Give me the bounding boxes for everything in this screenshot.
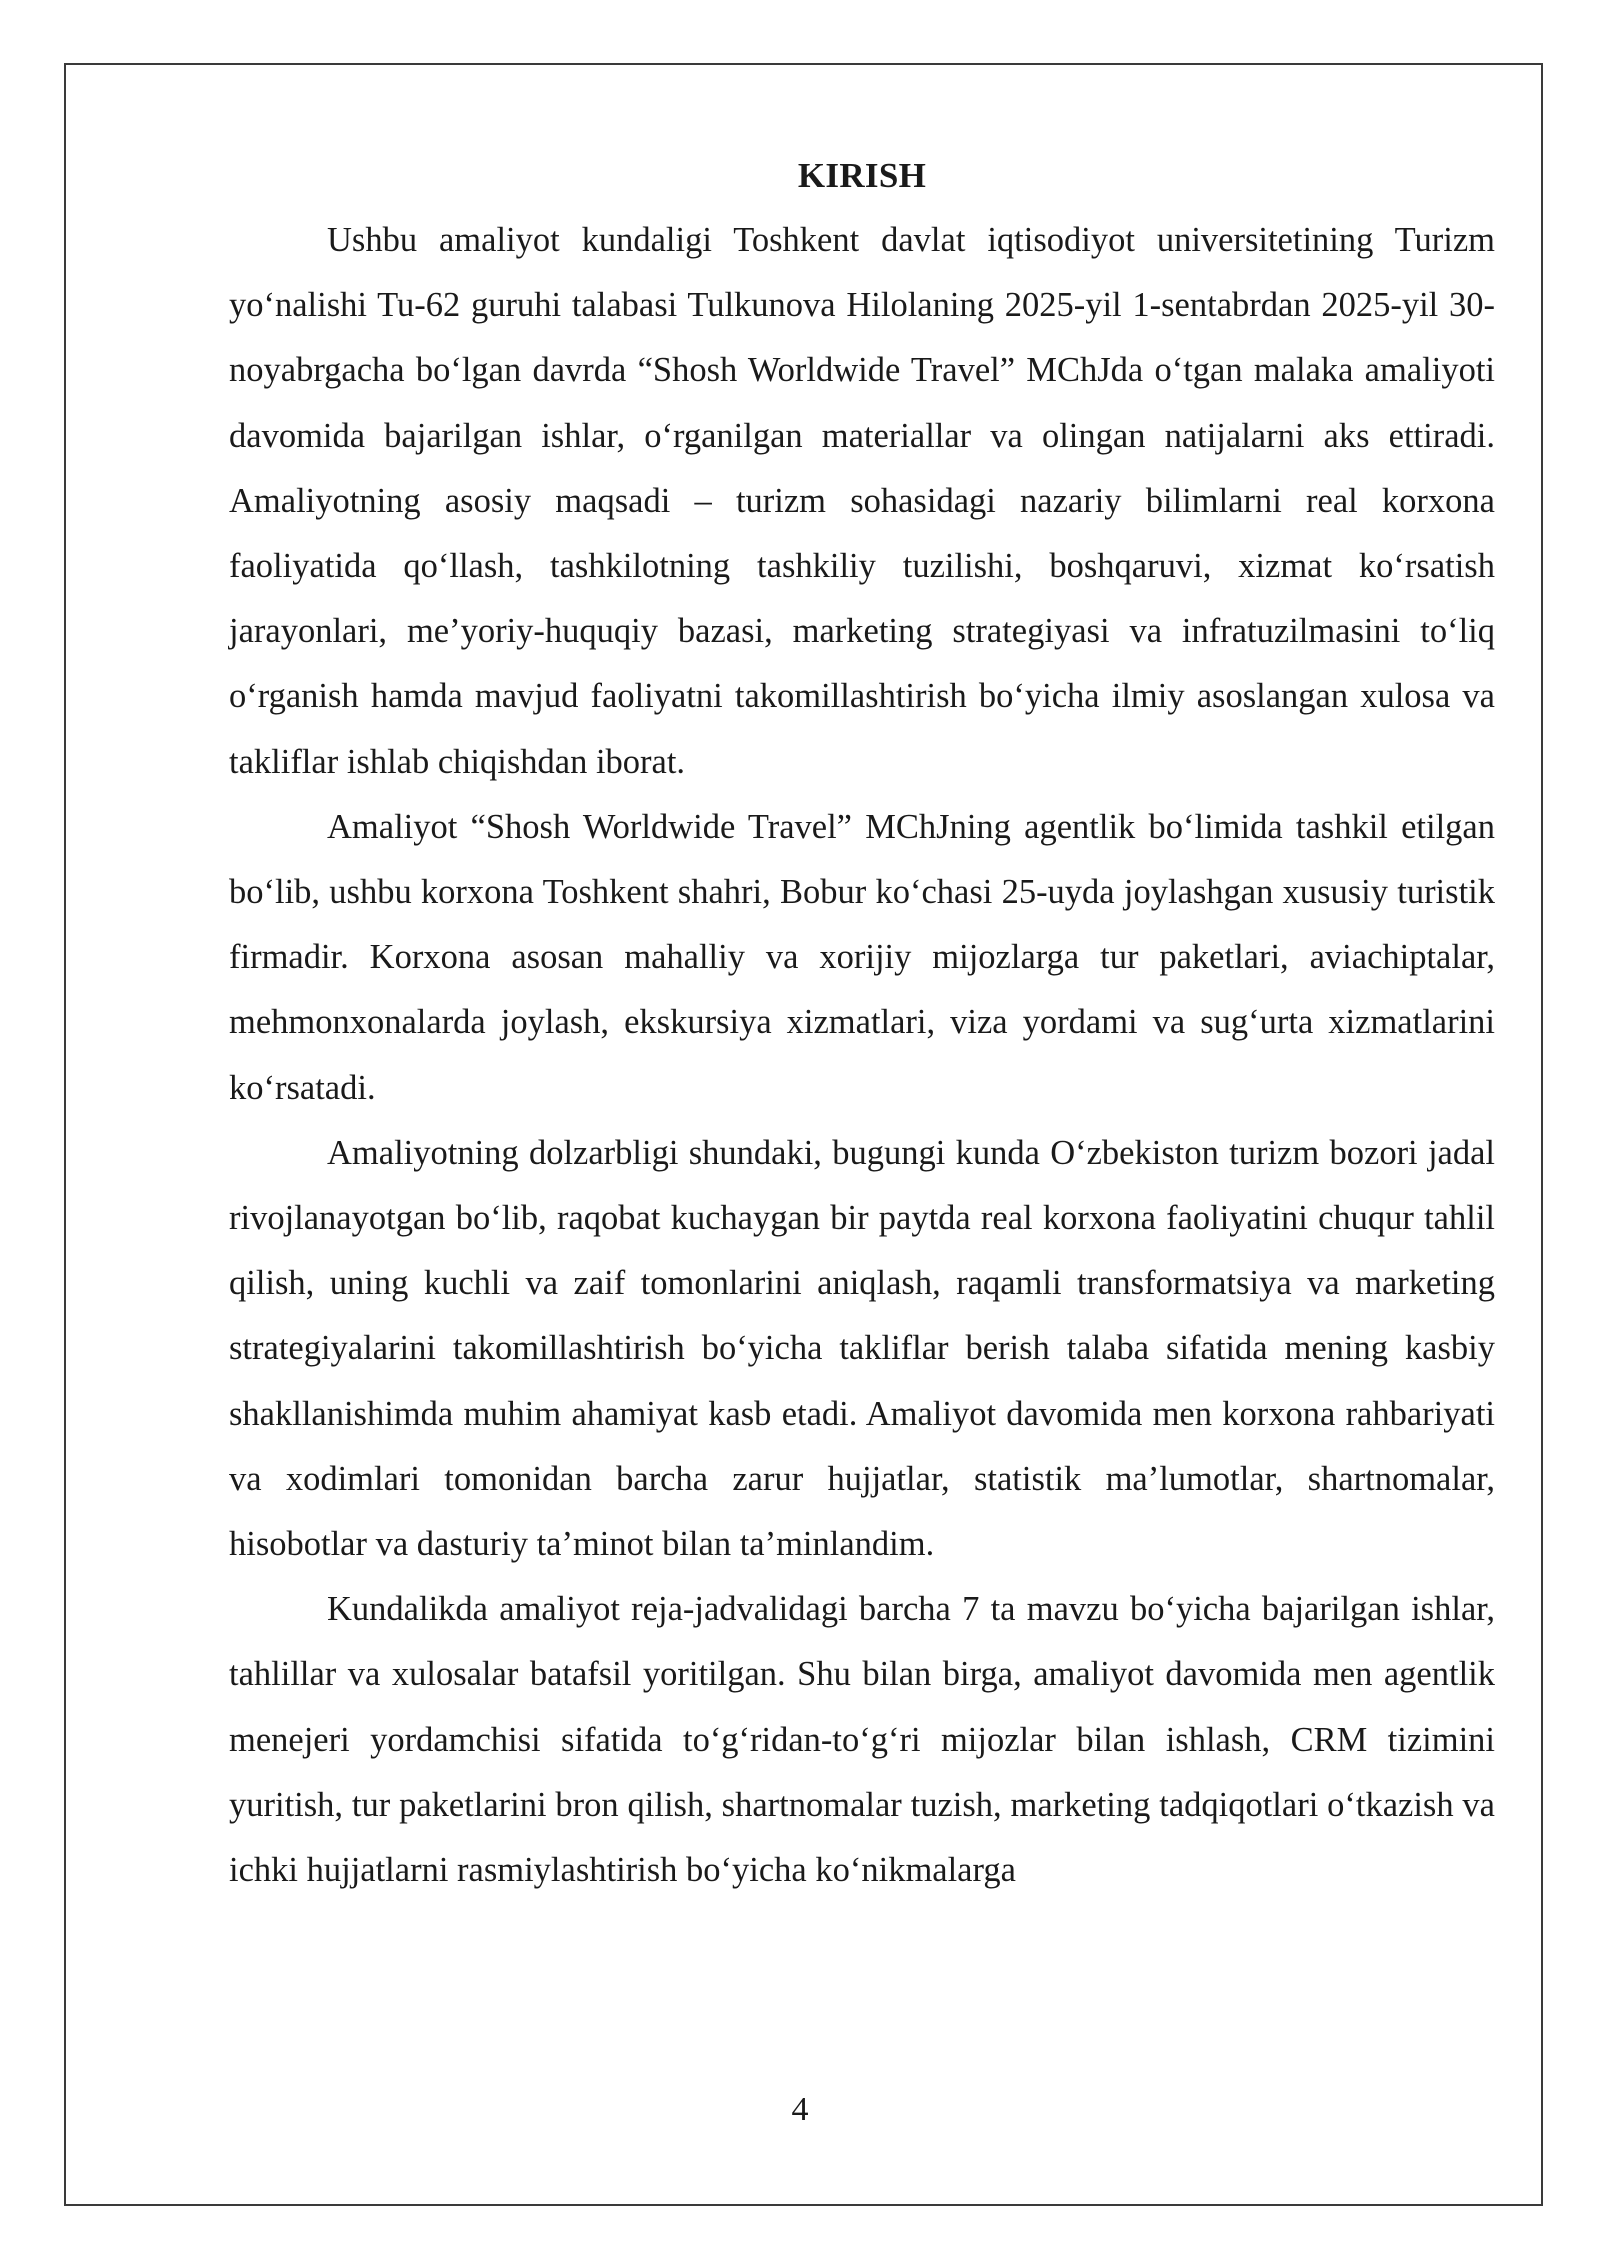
paragraph-1: Ushbu amaliyot kundaligi Toshkent davlat iqtisodiyot universitetining Turizm yo‘nalishi Tu-62 guruhi talabasi Tulkunova Hilolaning 2025-yil 1-sentabrdan 2025-yil 30-noyabrgacha bo‘lgan davrda “Shosh Worldwide Travel” MChJda o‘tgan malaka amaliyoti davomida bajarilgan ishlar, o‘rganilgan materiallar va olingan natijalarni aks ettiradi. Amaliyotning asosiy maqsadi – turizm sohasidagi nazariy bilimlarni real korxona faoliyatida qo‘llash, tashkilotning tashkiliy tuzilishi, boshqaruvi, xizmat ko‘rsatish jarayonlari, me’yoriy-huquqiy bazasi, marketing strategiyasi va infratuzilmasini to‘liq o‘rganish hamda mavjud faoliyatni takomillashtirish bo‘yicha ilmiy asoslangan xulosa va takliflar ishlab chiqishdan iborat.: [229, 221, 1495, 781]
document-body: [229, 148, 1495, 1903]
paragraph-4: Kundalikda amaliyot reja-jadvalidagi barcha 7 ta mavzu bo‘yicha bajarilgan ishlar, tahlillar va xulosalar batafsil yoritilgan. Shu bilan birga, amaliyot davomida men agentlik menejeri yordamchisi sifatida to‘g‘ridan-to‘g‘ri mijozlar bilan ishlash, CRM tizimini yuritish, tur paketlarini bron qilish, shartnomalar tuzish, marketing tadqiqotlari o‘tkazish va ichki hujjatlarni rasmiylashtirish bo‘yicha ko‘nikmalarga: [229, 1590, 1495, 1890]
page-number: 4: [791, 2091, 809, 2128]
section-title: KIRISH: [797, 156, 927, 195]
paragraph-2: Amaliyot “Shosh Worldwide Travel” MChJning agentlik bo‘limida tashkil etilgan bo‘lib, ushbu korxona Toshkent shahri, Bobur ko‘chasi 25-uyda joylashgan xususiy turistik firmadir. Korxona asosan mahalliy va xorijiy mijozlarga tur paketlari, aviachiptalar, mehmonxonalarda joylash, ekskursiya xizmatlari, viza yordami va sug‘urta xizmatlarini ko‘rsatadi.: [229, 807, 1495, 1107]
paragraph-3: Amaliyotning dolzarbligi shundaki, bugungi kunda O‘zbekiston turizm bozori jadal rivojlanayotgan bo‘lib, raqobat kuchaygan bir paytda real korxona faoliyatini chuqur tahlil qilish, uning kuchli va zaif tomonlarini aniqlash, raqamli transformatsiya va marketing strategiyalarini takomillashtirish bo‘yicha takliflar berish talaba sifatida mening kasbiy shakllanishimda muhim ahamiyat kasb etadi. Amaliyot davomida men korxona rahbariyati va xodimlari tomonidan barcha zarur hujjatlar, statistik ma’lumotlar, shartnomalar, hisobotlar va dasturiy ta’minot bilan ta’minlandim.: [229, 1133, 1495, 1564]
